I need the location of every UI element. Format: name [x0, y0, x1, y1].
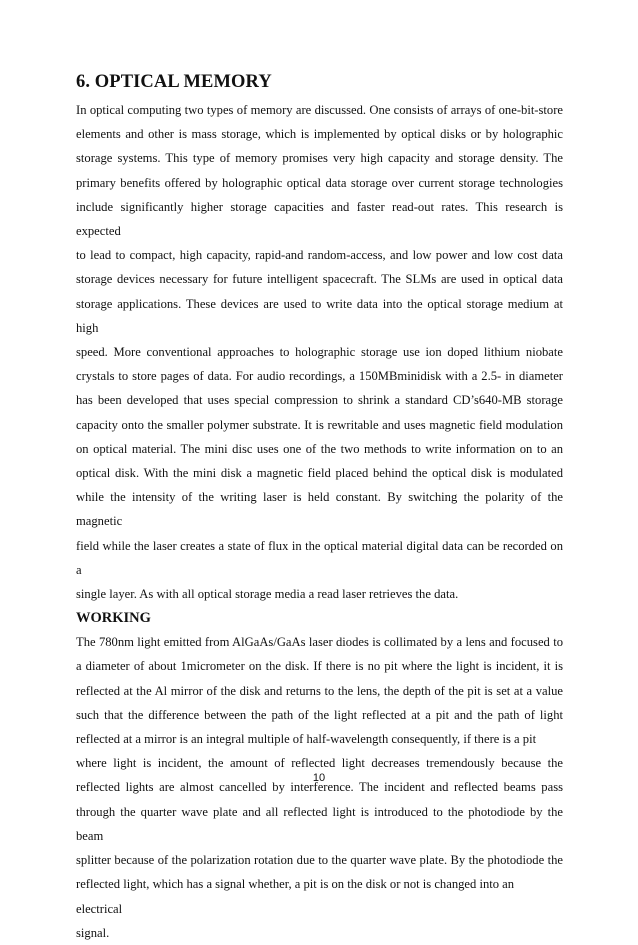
page-content [76, 70, 563, 945]
paragraph-line: capacity onto the smaller polymer substrate. It is rewritable and uses magnetic field modulation [76, 417, 563, 432]
paragraph-line: splitter because of the polarization rotation due to the quarter wave plate. By the photodiode the [76, 853, 563, 868]
paragraph-line: to lead to compact, high capacity, rapid-and random-access, and low power and low cost data [76, 248, 563, 263]
paragraph-line: while the intensity of the writing laser is held constant. By switching the polarity of the magnetic [76, 490, 563, 529]
paragraph-line: reflected light, which has a signal whether, a pit is on the disk or not is changed into an electrical [76, 877, 515, 916]
paragraph-line: The 780nm light emitted from AlGaAs/GaAs laser diodes is collimated by a lens and focused to [76, 635, 563, 650]
paragraph-line: field while the laser creates a state of flux in the optical material digital data can be recorded on a [76, 538, 563, 577]
paragraph-line: signal. [76, 925, 110, 940]
paragraph-line: through the quarter wave plate and all reflected light is introduced to the photodiode by the beam [76, 804, 563, 843]
working-paragraph [76, 630, 563, 945]
working-heading: WORKING [76, 610, 151, 627]
paragraph-line: storage applications. These devices are used to write data into the optical storage medium at high [76, 296, 563, 335]
paragraph-line: single layer. As with all optical storage media a read laser retrieves the data. [76, 587, 459, 602]
paragraph-line: storage devices necessary for future intelligent spacecraft. The SLMs are used in optical data [76, 272, 563, 287]
paragraph-line: include significantly higher storage capacities and faster read-out rates. This research is expected [76, 199, 563, 239]
paragraph-line: crystals to store pages of data. For audio recordings, a 150MBminidisk with a 2.5- in diameter [76, 369, 563, 384]
section-title: 6. OPTICAL MEMORY [76, 72, 272, 92]
paragraph-line: In optical computing two types of memory are discussed. One consists of arrays of one-bit-store [76, 103, 563, 117]
paragraph-line: optical disk. With the mini disk a magnetic field placed behind the optical disk is modulated [76, 466, 563, 481]
paragraph-line: reflected at the Al mirror of the disk and returns to the lens, the depth of the pit is set at a value [76, 683, 563, 698]
paragraph-line: where light is incident, the amount of reflected light decreases tremendously because the [76, 756, 563, 771]
paragraph-line: has been developed that uses special compression to shrink a standard CD’s640-MB storage [76, 393, 563, 408]
paragraph-line: storage systems. This type of memory promises very high capacity and storage density. The [76, 151, 563, 166]
optical-memory-paragraph [76, 98, 563, 606]
paragraph-line: reflected lights are almost cancelled by interference. The incident and reflected beams pass [76, 780, 563, 795]
paragraph-line: speed. More conventional approaches to holographic storage use ion doped lithium niobate [76, 345, 563, 360]
paragraph-line: a diameter of about 1micrometer on the disk. If there is no pit where the light is incident, it is [76, 659, 563, 674]
paragraph-line: primary benefits offered by holographic optical data storage over current storage technologies [76, 175, 563, 190]
paragraph-line: reflected at a mirror is an integral multiple of half-wavelength consequently, if there is a pit [76, 732, 537, 747]
paragraph-line: on optical material. The mini disc uses one of the two methods to write information on to an [76, 441, 563, 456]
paragraph-line: elements and other is mass storage, which is implemented by optical disks or by holographic [76, 127, 563, 142]
paragraph-line: such that the difference between the path of the light reflected at a pit and the path of light [76, 707, 563, 722]
page-number: 10 [312, 772, 326, 784]
